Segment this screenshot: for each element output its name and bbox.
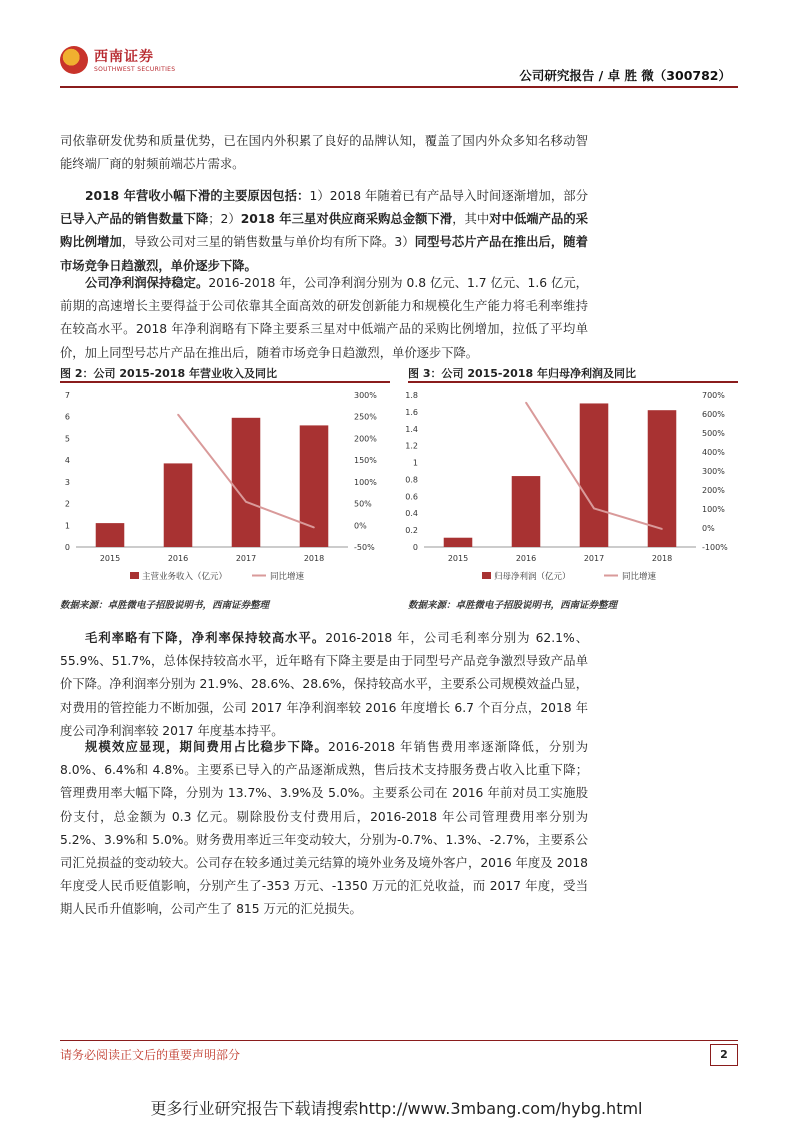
legend-line-label: 同比增速 xyxy=(622,572,657,582)
growth-point-2016 xyxy=(525,402,527,404)
net-profit-chart xyxy=(405,383,738,593)
bar-2016 xyxy=(512,476,541,547)
paragraph-4 xyxy=(60,627,588,743)
y-left-tick-label: 1.6 xyxy=(405,407,418,417)
y-right-tick-label: -50% xyxy=(354,543,375,552)
bar-2016 xyxy=(164,463,193,547)
paragraph-5 xyxy=(60,736,588,922)
y-right-tick-label: 300% xyxy=(702,467,725,476)
y-right-tick-label: 700% xyxy=(702,391,725,400)
growth-point-2017 xyxy=(245,501,247,503)
y-left-tick-label: 2 xyxy=(64,499,70,509)
y-right-tick-label: 0% xyxy=(702,524,715,533)
y-left-tick-label: 1.4 xyxy=(405,424,418,434)
footer-divider xyxy=(60,1040,738,1041)
bar-2017 xyxy=(232,418,261,547)
y-left-tick-label: 0 xyxy=(64,543,70,552)
y-left-tick-label: 1 xyxy=(412,458,418,468)
y-right-tick-label: 300% xyxy=(354,391,377,400)
bar-2015 xyxy=(444,538,473,547)
bar-2018 xyxy=(300,425,329,547)
revenue-chart xyxy=(60,383,390,593)
company-logo xyxy=(60,44,176,84)
y-left-tick-label: 3 xyxy=(64,477,70,487)
growth-point-2016 xyxy=(177,414,179,416)
p2-text-d: ，导致公司对三星的销售数量与单价均有所下降。3） xyxy=(121,235,415,250)
bar-2015 xyxy=(96,523,125,547)
y-left-tick-label: 0.4 xyxy=(405,509,418,519)
bar-2017 xyxy=(580,403,609,547)
p2-text-c: ，其中 xyxy=(452,212,490,227)
y-left-tick-label: 0.8 xyxy=(405,475,418,485)
figure-2-source: 数据来源：卓胜微电子招股说明书，西南证券整理 xyxy=(60,600,270,611)
x-tick-label: 2017 xyxy=(235,554,257,563)
figure-3-source: 数据来源：卓胜微电子招股说明书，西南证券整理 xyxy=(408,600,618,611)
y-left-tick-label: 0.6 xyxy=(405,492,418,502)
paragraph-1: 司依靠研发优势和质量优势，已在国内外积累了良好的品牌认知，覆盖了国内外众多知名移动智能终端厂商的射频前端芯片需求。 xyxy=(60,134,588,172)
x-tick-label: 2015 xyxy=(447,554,469,563)
p2-bold-a: 已导入产品的销售数量下降 xyxy=(60,212,209,227)
legend-bar-swatch xyxy=(482,572,491,579)
p4-body: 2016-2018 年，公司毛利率分别为 62.1%、55.9%、51.7%，总体保持较高水平，近年略有下降主要是由于同型号产品竞争激烈导致产品单价下降。净利润率分别为 21.9%、28.6%、28.6%，保持较高水平，主要系公司规模效益凸显，对费用的管控能力不断加强，公司 2017 年净利润率较 2016 年度增长 6.7 个百分点，2018 年度公司净利润率较 2017 年度基本持平。 xyxy=(60,631,588,738)
x-tick-label: 2017 xyxy=(583,554,605,563)
y-right-tick-label: -100% xyxy=(702,543,728,552)
y-left-tick-label: 1.2 xyxy=(405,441,418,451)
y-right-tick-label: 500% xyxy=(702,429,725,438)
p2-bold-c: 对中低端产品的采购比例增加 xyxy=(60,212,588,250)
legend-line-label: 同比增速 xyxy=(270,572,305,582)
y-right-tick-label: 200% xyxy=(354,434,377,444)
p2-bold-d: 同型号芯片产品在推出后，随着市场竞争日趋激烈，单价逐步下降。 xyxy=(60,235,588,273)
paragraph-2 xyxy=(60,185,588,278)
page-header xyxy=(0,0,793,92)
p3-lead: 公司净利润保持稳定。 xyxy=(85,276,209,290)
y-left-tick-label: 5 xyxy=(64,434,70,444)
y-right-tick-label: 400% xyxy=(702,448,725,457)
header-divider xyxy=(60,86,738,88)
disclaimer-note: 请务必阅读正文后的重要声明部分 xyxy=(60,1048,241,1062)
y-right-tick-label: 100% xyxy=(702,505,725,514)
x-tick-label: 2018 xyxy=(303,554,325,563)
x-tick-label: 2016 xyxy=(515,554,537,563)
x-tick-label: 2018 xyxy=(651,554,673,563)
y-right-tick-label: 600% xyxy=(702,410,725,419)
page-number: 2 xyxy=(710,1044,738,1066)
y-right-tick-label: 100% xyxy=(354,477,377,487)
growth-point-2018 xyxy=(313,527,315,529)
p2-text-b: ；2） xyxy=(208,212,241,227)
y-left-tick-label: 7 xyxy=(64,391,70,400)
legend-bar-label: 归母净利润（亿元） xyxy=(494,572,571,582)
p2-lead: 2018 年营收小幅下滑的主要原因包括： xyxy=(85,189,310,203)
y-left-tick-label: 1 xyxy=(64,521,70,531)
y-left-tick-label: 1.8 xyxy=(405,391,418,400)
y-left-tick-label: 4 xyxy=(64,456,70,466)
p5-lead: 规模效应显现，期间费用占比稳步下降。 xyxy=(85,740,329,754)
y-right-tick-label: 250% xyxy=(354,412,377,422)
logo-english-name: SOUTHWEST SECURITIES xyxy=(94,66,176,73)
logo-emblem-icon xyxy=(60,46,88,74)
legend-bar-label: 主营业务收入（亿元） xyxy=(142,572,228,582)
report-title: 公司研究报告 / 卓 胜 微（300782） xyxy=(519,68,731,83)
p2-text-a: 1）2018 年随着已有产品导入时间逐渐增加，部分 xyxy=(309,189,588,203)
figure-3-title: 图 3：公司 2015-2018 年归母净利润及同比 xyxy=(408,367,636,380)
y-left-tick-label: 6 xyxy=(64,412,70,422)
figure-2-title: 图 2：公司 2015-2018 年营业收入及同比 xyxy=(60,367,277,380)
p2-bold-b: 2018 年三星对供应商采购总金额下滑 xyxy=(240,212,453,227)
legend-bar-swatch xyxy=(130,572,139,579)
y-right-tick-label: 0% xyxy=(354,521,367,531)
download-banner: 更多行业研究报告下载请搜索http://www.3mbang.com/hybg.html xyxy=(150,1099,643,1118)
y-right-tick-label: 50% xyxy=(354,499,372,509)
x-tick-label: 2015 xyxy=(99,554,121,563)
y-right-tick-label: 200% xyxy=(702,486,725,495)
growth-point-2017 xyxy=(593,508,595,510)
y-left-tick-label: 0 xyxy=(412,543,418,552)
y-right-tick-label: 150% xyxy=(354,456,377,466)
paragraph-3 xyxy=(60,272,588,365)
growth-point-2018 xyxy=(661,528,663,530)
x-tick-label: 2016 xyxy=(167,554,189,563)
y-left-tick-label: 0.2 xyxy=(405,526,418,536)
p5-body: 2016-2018 年销售费用率逐渐降低，分别为 8.0%、6.4%和 4.8%。主要系已导入的产品逐渐成熟，售后技术支持服务费占收入比重下降；管理费用率大幅下降，分别为 13.7%、3.9%及 5.0%。主要系公司在 2016 年前对员工实施股份支付，总金额为 0.3 亿元。剔除股份支付费用后，2016-2018 年公司管理费用率分别为 5.2%、3.9%和 5.0%。财务费用率近三年变动较大，分别为-0.7%、1.3%、-2.7%，主要系公司汇兑损益的变动较大。公司存在较多通过美元结算的境外业务及境外客户，2016 年度及 2018 年度受人民币贬值影响，分别产生了-353 万元、-1350 万元的汇兑收益，而 2017 年度，受当期人民币升值影响，公司产生了 815 万元的汇兑损失。 xyxy=(60,740,588,917)
logo-chinese-name: 西南证券 xyxy=(94,49,154,65)
p4-lead: 毛利率略有下降，净利率保持较高水平。 xyxy=(85,631,326,645)
p3-body: 2016-2018 年，公司净利润分别为 0.8 亿元、1.7 亿元、1.6 亿元，前期的高速增长主要得益于公司依靠其全面高效的研发创新能力和规模化生产能力将毛利率维持在较高水平。2018 年净利润略有下降主要系三星对中低端产品的采购比例增加，拉低了平均单价，加上同型号芯片产品在推出后，随着市场竞争日趋激烈，单价逐步下降。 xyxy=(60,276,588,360)
